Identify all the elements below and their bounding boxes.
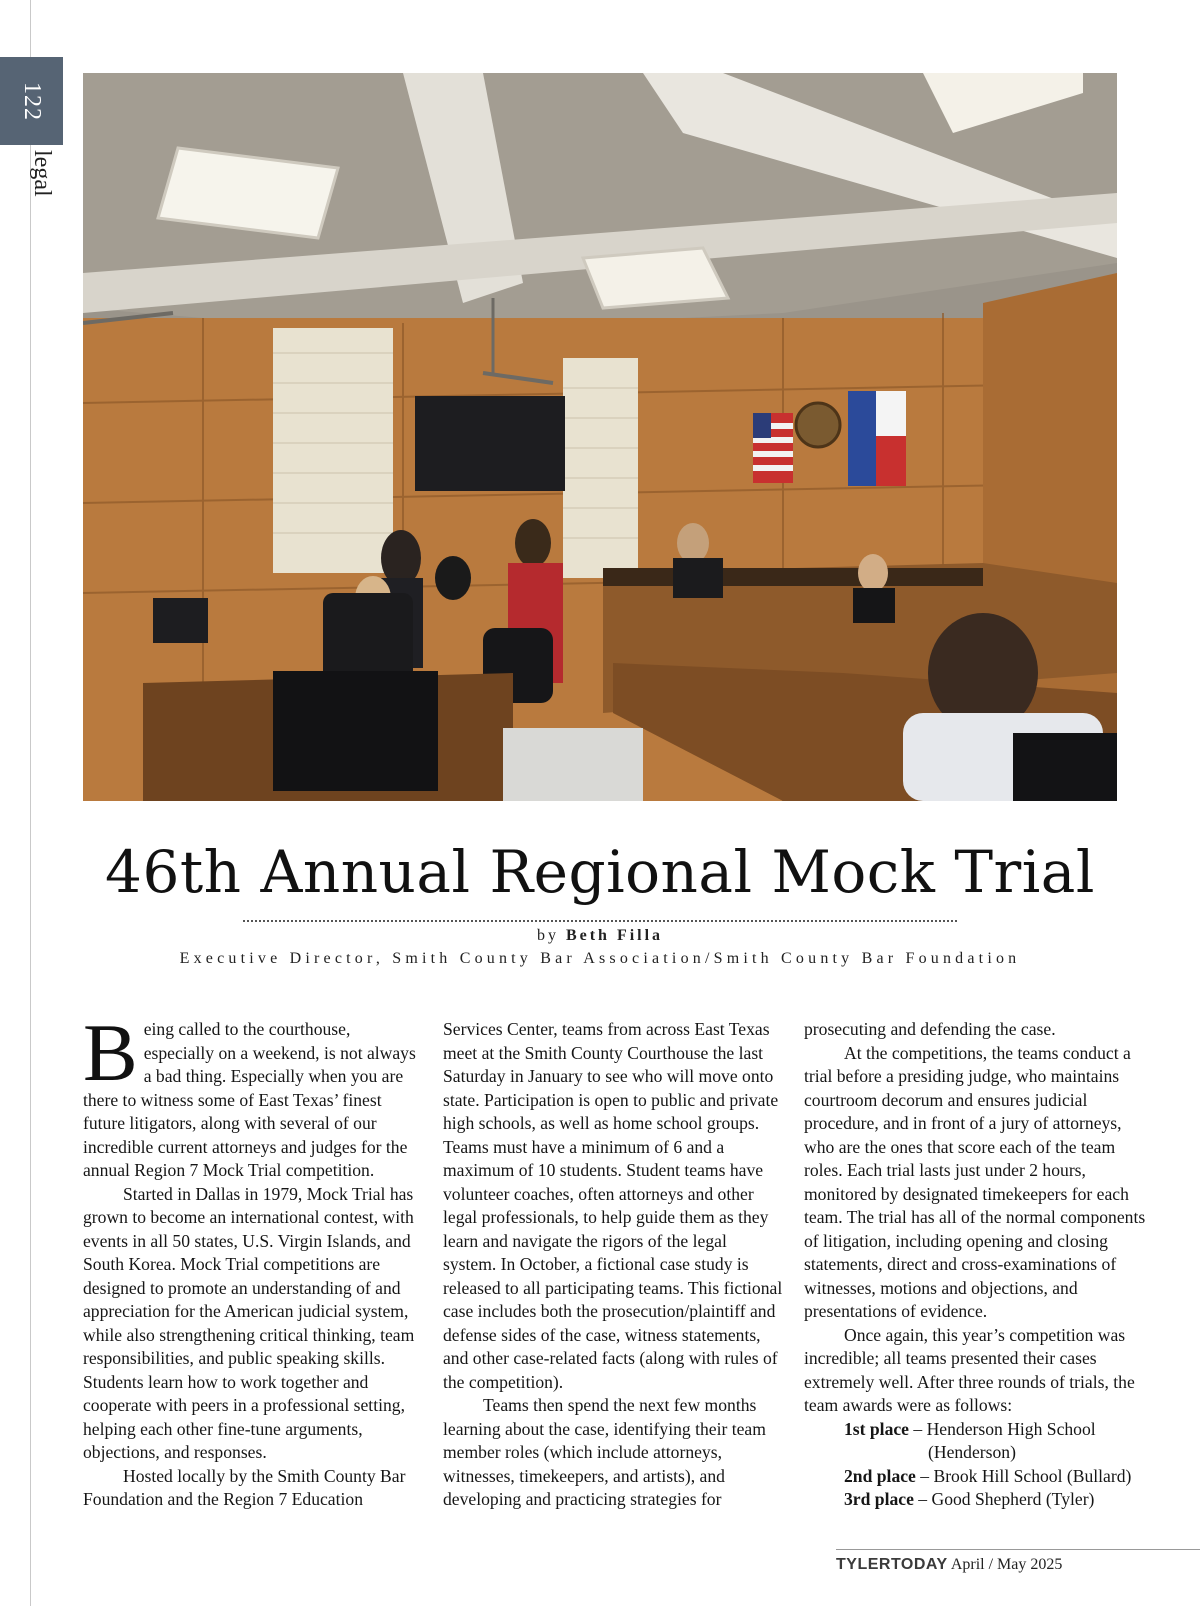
author-affiliation: Executive Director, Smith County Bar Association/Smith County Bar Foundation [179,950,1021,967]
award-team: Brook Hill School (Bullard) [933,1465,1132,1486]
award-place: 1st place [844,1418,909,1439]
award-item [804,1488,1149,1512]
section-label: legal [29,150,55,197]
award-item [804,1465,1149,1489]
paragraph: prosecuting and defending the case. [804,1019,1056,1039]
paragraph: At the competitions, the teams conduct a trial before a presiding judge, who maintains courtroom decorum and ensures judicial procedure, and in front of a jury of attorneys, who are the ones that score each of the team roles. Each trial lasts just under 2 hours, monitored by designated timekeepers for each team. The trial has all of the normal components of litigation, including opening and closing statements, direct and cross-examinations of witnesses, motions and objections, and presentations of evidence. [804,1042,1146,1321]
byline-prefix: by [536,927,559,944]
author-name: Beth Filla [565,927,664,944]
title-divider [243,920,957,922]
paragraph [83,1007,419,1183]
paragraph-text: eing called to the courthouse, especially on a weekend, is not always a bad thing. Especially when you are there to witness some of East Texas’ finest future litigators, along with several of our incredible current attorneys and judges for the annual Region 7 Mock Trial competition. [83,1019,416,1180]
page-number-tab [0,57,63,145]
byline [0,927,1200,945]
award-dash: – [909,1418,927,1439]
paragraph: Started in Dallas in 1979, Mock Trial has grown to become an international contest, with events in all 50 states, U.S. Virgin Islands, and South Korea. Mock Trial competitions are designed to promote an understanding of and appreciation for the American judicial system, while also strengthening critical thinking, team responsibilities, and public speaking skills. Students learn how to work together and cooperate with peers in a professional setting, helping each other fine-tune arguments, objections, and responses. [83,1183,415,1462]
courtroom-photo [83,73,1117,801]
drop-cap: B [83,1007,138,1098]
issue-date: April / May 2025 [950,1556,1063,1573]
award-place: 2nd place [844,1465,916,1486]
magazine-brand: TYLERTODAY [836,1556,948,1573]
award-dash: – [913,1489,932,1509]
paragraph: Hosted locally by the Smith County Bar Foundation and the Region 7 Education [83,1465,406,1509]
page-number: 122 [19,81,45,121]
award-place: 3rd place [844,1489,914,1509]
paragraph: Services Center, teams from across East Texas meet at the Smith County Courthouse the last Saturday in January to see who will move onto state. Participation is open to public and private high schools, as well as home school groups. Teams must have a minimum of 6 and a maximum of 10 students. Student teams have volunteer coaches, often attorneys and other legal professionals, to help guide them as they learn and navigate the rigors of the legal system. In October, a fictional case study is released to all participating teams. This fictional case includes both the prosecution/plaintiff and defense sides of the case, witness statements, and other case-related facts (along with rules of the competition). [443,1019,783,1392]
award-team: Henderson High School [926,1418,1096,1439]
footer-rule [836,1549,1200,1550]
award-city: (Henderson) [928,1442,1016,1462]
column-2 [443,1018,783,1512]
column-3 [804,1018,1149,1512]
paragraph: Teams then spend the next few months learning about the case, identifying their team member roles (which include attorneys, witnesses, timekeepers, and artists), and developing and practicing strategies for [443,1395,766,1509]
article-title: 46th Annual Regional Mock Trial [105,838,1095,906]
footer [836,1556,1062,1574]
courtroom-photo-icon [83,73,1117,801]
column-1 [83,1007,419,1512]
award-team: Good Shepherd (Tyler) [931,1489,1095,1509]
margin-rule [30,0,31,1606]
award-item [804,1418,1149,1442]
paragraph: Once again, this year’s competition was incredible; all teams presented their cases extremely well. After three rounds of trials, the team awards were as follows: [804,1324,1135,1415]
award-dash: – [915,1465,934,1486]
